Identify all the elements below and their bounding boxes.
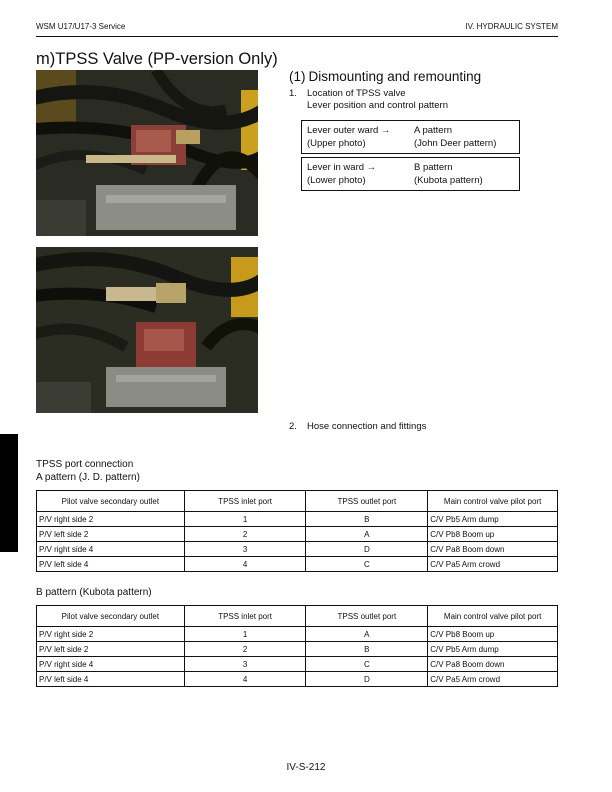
page-header (36, 20, 558, 34)
table-row (37, 527, 558, 542)
table-cell: A (306, 527, 428, 542)
table-cell: P/V left side 2 (37, 642, 185, 657)
table-cell: C (306, 657, 428, 672)
box-a-photo: (Upper photo) (307, 138, 366, 149)
item-1-line1: Location of TPSS valve (307, 88, 406, 99)
table-a-label: A pattern (J. D. pattern) (36, 472, 140, 483)
table-row (37, 642, 558, 657)
table-cell: C/V Pa5 Arm crowd (428, 557, 558, 572)
lower-photo (36, 247, 258, 413)
table-row (37, 672, 558, 687)
table-cell: B (306, 642, 428, 657)
table-a-header (37, 491, 558, 512)
table-cell: P/V right side 2 (37, 627, 185, 642)
header-left: WSM U17/U17-3 Service (36, 22, 126, 31)
table-header-cell: TPSS inlet port (184, 606, 306, 627)
table-cell: D (306, 542, 428, 557)
box-b-photo: (Lower photo) (307, 175, 366, 186)
table-a (36, 490, 558, 572)
table-cell: C/V Pa8 Boom down (428, 542, 558, 557)
table-header-cell: TPSS outlet port (306, 491, 428, 512)
table-cell: P/V left side 4 (37, 557, 185, 572)
table-cell: C/V Pb5 Arm dump (428, 512, 558, 527)
table-cell: P/V right side 4 (37, 542, 185, 557)
item-2-text: Hose connection and fittings (307, 421, 427, 432)
table-cell: P/V left side 4 (37, 672, 185, 687)
table-cell: C/V Pb8 Boom up (428, 627, 558, 642)
table-cell: A (306, 627, 428, 642)
item-2 (289, 421, 426, 432)
box-a-pattern-name: (John Deer pattern) (414, 138, 497, 149)
table-b (36, 605, 558, 687)
table-cell: C/V Pa5 Arm crowd (428, 672, 558, 687)
box-b-pattern-name: (Kubota pattern) (414, 175, 483, 186)
table-header-cell: Main control valve pilot port (428, 491, 558, 512)
table-cell: 1 (184, 512, 306, 527)
table-cell: P/V right side 4 (37, 657, 185, 672)
table-cell: C/V Pa8 Boom down (428, 657, 558, 672)
box-b-pattern: B pattern (414, 162, 453, 173)
table-header-cell: Main control valve pilot port (428, 606, 558, 627)
section-side-tab (0, 434, 18, 552)
table-cell: D (306, 672, 428, 687)
item-1-number: 1. (289, 88, 297, 99)
table-cell: 4 (184, 672, 306, 687)
table-cell: B (306, 512, 428, 527)
table-row (37, 512, 558, 527)
port-connection-labels (36, 458, 140, 484)
header-rule (36, 36, 558, 37)
box-a-pattern: A pattern (414, 125, 453, 136)
table-cell: 1 (184, 627, 306, 642)
section-heading (289, 69, 484, 84)
box-a-lever: Lever outer ward → (307, 125, 391, 136)
table-header-cell: TPSS inlet port (184, 491, 306, 512)
item-1-line2: Lever position and control pattern (307, 100, 449, 111)
table-header-cell: TPSS outlet port (306, 606, 428, 627)
table-cell: C (306, 557, 428, 572)
table-row (37, 657, 558, 672)
table-cell: 4 (184, 557, 306, 572)
box-b-lever: Lever in ward → (307, 162, 377, 173)
table-cell: C/V Pb8 Boom up (428, 527, 558, 542)
table-header-cell: Pilot valve secondary outlet (37, 606, 185, 627)
table-cell: C/V Pb5 Arm dump (428, 642, 558, 657)
table-header-cell: Pilot valve secondary outlet (37, 491, 185, 512)
section-title: Dismounting and remounting (308, 69, 482, 84)
table-cell: P/V left side 2 (37, 527, 185, 542)
page-number: IV-S-212 (286, 762, 326, 773)
table-cell: 3 (184, 657, 306, 672)
table-row (37, 542, 558, 557)
table-cell: P/V right side 2 (37, 512, 185, 527)
table-cell: 2 (184, 527, 306, 542)
pattern-box-a (301, 120, 520, 154)
table-b-label: B pattern (Kubota pattern) (36, 587, 152, 598)
upper-photo (36, 70, 258, 236)
section-number: (1) (289, 69, 306, 84)
header-right: IV. HYDRAULIC SYSTEM (465, 22, 558, 31)
port-connection-heading: TPSS port connection (36, 459, 134, 470)
table-cell: 3 (184, 542, 306, 557)
item-1 (289, 88, 448, 112)
page-title: m)TPSS Valve (PP-version Only) (36, 50, 278, 68)
item-2-number: 2. (289, 421, 297, 432)
table-b-header (37, 606, 558, 627)
table-cell: 2 (184, 642, 306, 657)
table-row (37, 627, 558, 642)
pattern-box-b (301, 157, 520, 191)
table-row (37, 557, 558, 572)
